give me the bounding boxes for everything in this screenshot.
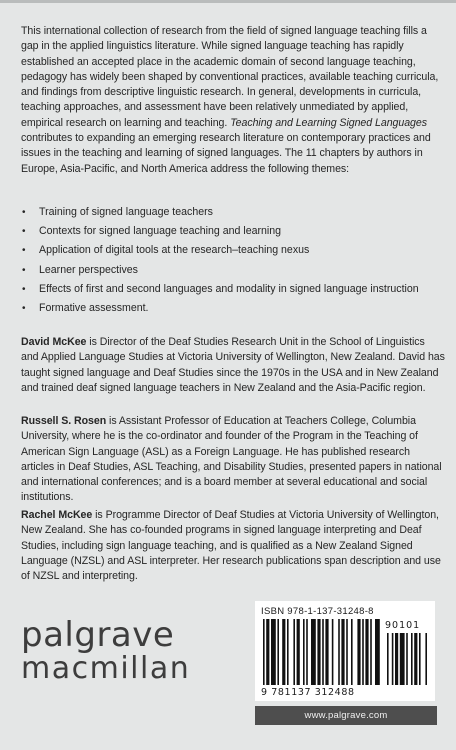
- theme-label: Learner perspectives: [39, 263, 138, 276]
- theme-item: [21, 261, 441, 280]
- author-bio-rachel-mckee: [21, 508, 445, 584]
- theme-label: Contexts for signed language teaching and learning: [39, 225, 282, 238]
- theme-label: Training of signed language teachers: [39, 206, 213, 218]
- theme-label: Effects of first and second languages and modality in signed language instruction: [39, 282, 419, 295]
- book-title: Teaching and Learning Signed Languages: [230, 116, 427, 129]
- author-bio-text: is Director of the Deaf Studies Research Unit in the School of Linguistics and Applied Language Studies at Victoria University of Wellington, New Zealand. David has taught signed language and Deaf Studies since the 1970s in the USA and in New Zealand and trained deaf signed language teachers in New Zealand and the Asia-Pacific region.: [21, 336, 445, 394]
- author-bio-text: is Assistant Professor of Education at Teachers College, Columbia University, where he is the co-ordinator and founder of the Program in the Teaching of American Sign Language (ASL) as a Foreign Language. He has published research articles in Deaf Studies, ASL Teaching, and Disability Studies, presented papers in national and international conferences; and is a board member at several educational and social institutions.: [21, 415, 442, 504]
- theme-item: [21, 203, 441, 222]
- author-name: Russell S. Rosen: [21, 415, 107, 427]
- publisher-logo: [21, 617, 190, 685]
- publisher-url: www.palgrave.com: [255, 706, 437, 725]
- isbn-label: ISBN 978-1-137-31248-8: [261, 606, 374, 617]
- publisher-logo-line2: macmillan: [21, 651, 191, 686]
- author-name: David McKee: [21, 336, 87, 348]
- theme-item: [21, 241, 441, 260]
- blurb-text-1: This international collection of research from the field of signed language teaching fills a gap in the applied linguistics literature. While signed language teaching has rapidly established an accepted place in the academic domain of second language teaching, pedagogy has widely been shaped by conventional practices, available teaching curricula, and findings from descriptive linguistic research. In general, developments in curricula, teaching approaches, and assessment have been relatively unmediated by applied, empirical research on learning and teaching.: [21, 25, 439, 129]
- bullet-icon: •: [22, 245, 26, 257]
- author-bio-david-mckee: [21, 335, 445, 396]
- author-bio-russell-rosen: [21, 414, 445, 506]
- themes-list: [21, 203, 441, 318]
- barcode-addon-digits: 90101: [385, 620, 421, 631]
- barcode-digits: 9 781137 312488: [261, 687, 355, 698]
- bullet-icon: •: [22, 264, 26, 276]
- author-bio-text: is Programme Director of Deaf Studies at Victoria University of Wellington, New Zealand. She has co-founded programs in signed language interpreting and Deaf Studies, including sign language teaching, and is qualified as a New Zealand Signed Language (NZSL) and ASL interpreter. Her research publications span description and use of NZSL and interpreting.: [21, 509, 441, 583]
- theme-item: [21, 280, 441, 299]
- bullet-icon: •: [22, 283, 26, 295]
- barcode-panel: [255, 601, 435, 701]
- publisher-logo-line1: palgrave: [21, 615, 175, 655]
- top-rule: [0, 0, 456, 3]
- author-name: Rachel McKee: [21, 509, 93, 521]
- bullet-icon: •: [22, 226, 26, 238]
- theme-label: Application of digital tools at the research–teaching nexus: [39, 244, 310, 257]
- blurb-text-2: contributes to expanding an emerging research literature on contemporary practices and issues in the teaching and learning of signed languages. The 11 chapters by authors in Europe, Asia-Pacific, and North America address the following themes:: [21, 132, 431, 175]
- theme-item: [21, 299, 441, 318]
- bullet-icon: •: [22, 207, 26, 218]
- theme-label: Formative assessment.: [39, 301, 149, 314]
- bullet-icon: •: [22, 302, 26, 314]
- theme-item: [21, 222, 441, 241]
- blurb-paragraph: [21, 24, 443, 177]
- barcode-graphic: [261, 619, 431, 691]
